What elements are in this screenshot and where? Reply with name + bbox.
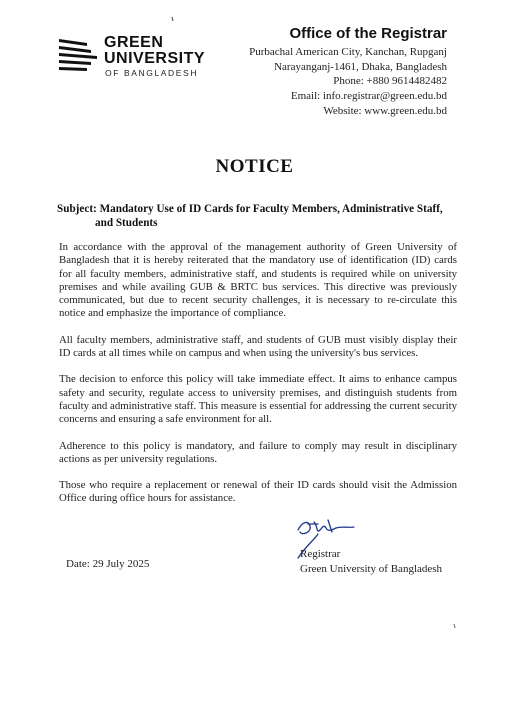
- office-address-line2: Narayanganj-1461, Dhaka, Bangladesh: [274, 60, 447, 73]
- signatory-organization: Green University of Bangladesh: [300, 563, 443, 575]
- paragraph-3: The decision to enforce this policy will take immediate effect. It aims to enhance campus safety and security, regulate access to university premises, and distinguish students from faculty and administrative staff. This measure is essential for addressing the current security concerns and ensuring a safe environment for all.: [59, 373, 457, 426]
- university-logo: [57, 30, 237, 80]
- notice-date: Date: 29 July 2025: [66, 558, 150, 570]
- notice-title: NOTICE: [215, 156, 294, 177]
- logo-text-green: GREEN: [104, 34, 164, 51]
- signatory-role: Registrar: [300, 548, 341, 560]
- office-info: [249, 25, 447, 119]
- office-email: Email: info.registrar@green.edu.bd: [290, 90, 447, 103]
- office-website: Website: www.green.edu.bd: [323, 104, 447, 117]
- university-emblem-icon: [57, 33, 101, 77]
- subject-line1: Mandatory Use of ID Cards for Faculty Members, Administrative Staff,: [99, 203, 443, 215]
- paragraph-5: Those who require a replacement or renewal of their ID cards should visit the Admission Office during office hours for assistance.: [59, 479, 457, 505]
- notice-body: [59, 241, 457, 519]
- logo-text-university: UNIVERSITY: [104, 50, 206, 67]
- subject-line2: and Students: [95, 216, 158, 229]
- paragraph-1: In accordance with the approval of the management authority of Green University of Bangladesh that it is hereby reiterated that the mandatory use of identification (ID) cards for all faculty members, administrative staff, and students is required while on university premises and while availing GUB & BRTC bus services. This directive was previously communicated, but due to recent security challenges, it is necessary to re-circulate this notice and emphasize the importance of compliance.: [59, 241, 457, 320]
- office-address-line1: Purbachal American City, Kanchan, Rupganj: [249, 46, 447, 58]
- subject-label: Subject:: [57, 203, 97, 215]
- paragraph-2: All faculty members, administrative staff, and students of GUB must visibly display their ID cards at all times while on campus and when using the university's bus services.: [59, 333, 457, 360]
- paragraph-4: Adherence to this policy is mandatory, and failure to comply may result in disciplinary actions as per university regulations.: [59, 439, 457, 465]
- notice-subject: [57, 203, 452, 230]
- logo-text-bangladesh: OF BANGLADESH: [105, 68, 199, 78]
- office-phone: Phone: +880 9614482482: [333, 75, 447, 88]
- office-title: Office of the Registrar: [289, 25, 447, 42]
